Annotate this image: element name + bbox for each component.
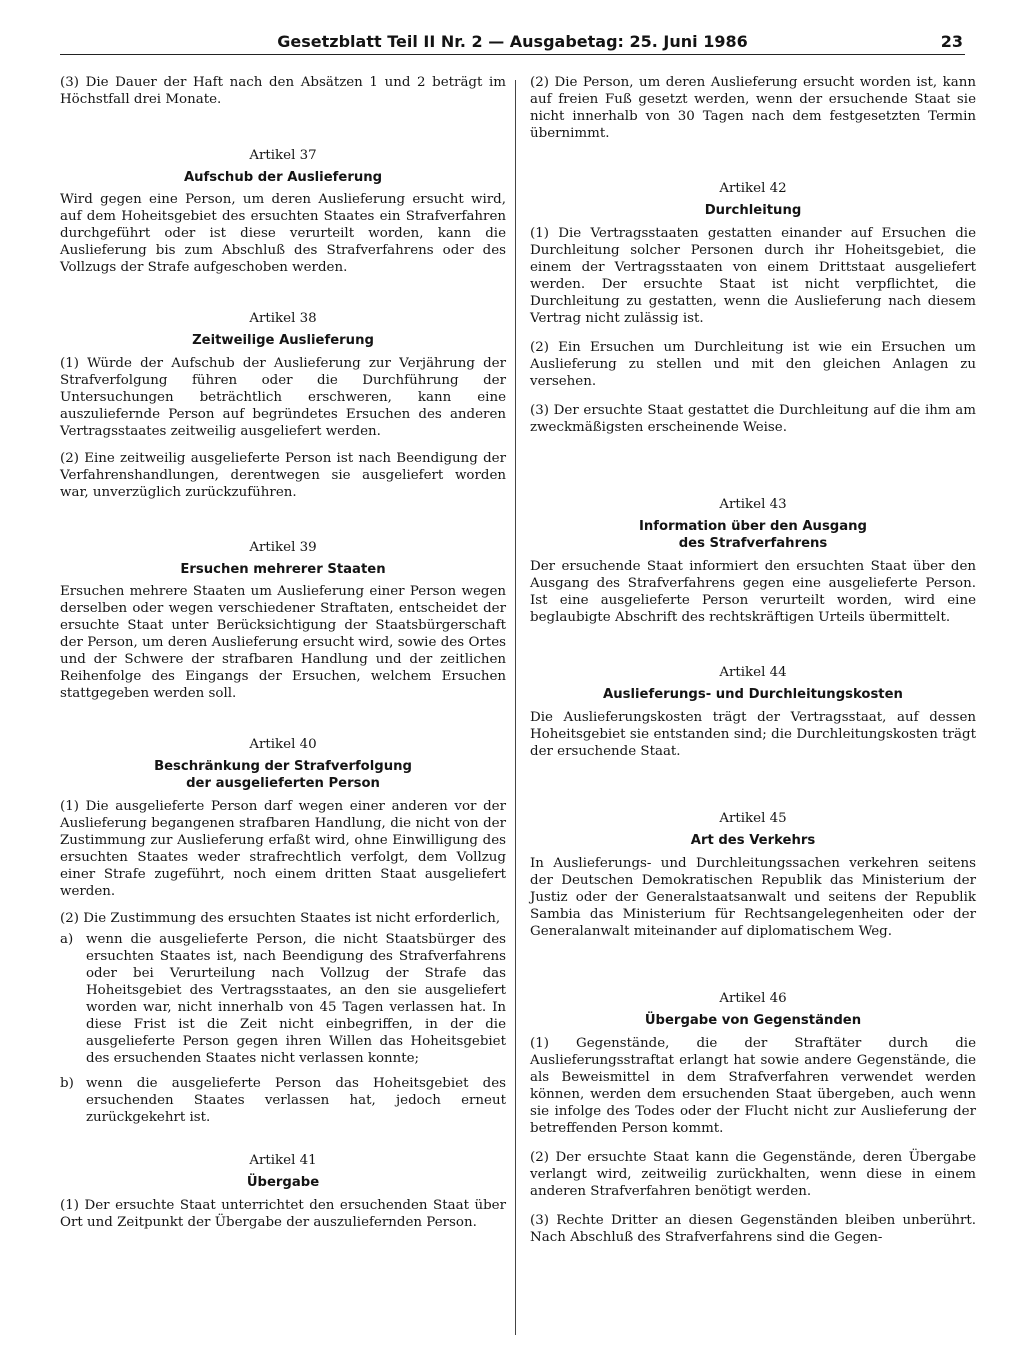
list-text: wenn die ausgelieferte Person, die nicht Staatsbürger des ersuchten Staates ist, nach Beendigung des Strafverfahrens oder bei Verurteilung nach Vollzug der Strafe das Hoheitsgebiet des Vertragsstaates, an den sie ausgeliefert worden war, nicht innerhalb von 45 Tagen verlassen hat. In diese Frist ist die Zeit nicht einbegriffen, in der die ausgelieferte Person gegen ihren Willen das Hoheitsgebiet des ersuchenden Staates nicht verlassen konnte;	[86, 932, 506, 1066]
article-label: Artikel 43	[719, 497, 787, 512]
article-label: Artikel 45	[719, 811, 787, 826]
paragraph: Der ersuchende Staat informiert den ersuchten Staat über den Ausgang des Strafverfahrens gegen eine ausgelieferte Person. Ist eine ausgelieferte Person verurteilt worden, wird eine beglaubigte Abschrift des rechtskräftigen Urteils übermittelt.	[530, 559, 976, 625]
list-marker: b)	[60, 1076, 74, 1091]
paragraph: In Auslieferungs- und Durchleitungssachen verkehren seitens der Deutschen Demokratischen Republik das Ministerium der Justiz oder der Generalstaatsanwalt und seitens der Republik Sambia das Ministerium für Rechtsangelegenheiten oder der Generalanwalt miteinander auf diplomatischem Weg.	[530, 856, 976, 939]
article-title: Übergabe	[246, 1175, 320, 1190]
article-label: Artikel 40	[249, 737, 317, 752]
article-label: Artikel 39	[249, 540, 317, 555]
column-divider	[515, 80, 516, 1335]
paragraph: (2) Der ersuchte Staat kann die Gegenstände, deren Übergabe verlangt wird, zeitweilig zurückhalten, wenn diese in einem anderen Strafverfahren benötigt werden.	[530, 1150, 976, 1199]
list-text: wenn die ausgelieferte Person das Hoheitsgebiet des ersuchenden Staates verlassen hat, jedoch erneut zurückgekehrt ist.	[86, 1076, 506, 1125]
paragraph: Wird gegen eine Person, um deren Auslieferung ersucht wird, auf dem Hoheitsgebiet des ersuchten Staates ein Strafverfahren durchgeführt oder ist diese verurteilt worden, kann die Auslieferung bis zum Abschluß des Strafverfahrens oder des Vollzugs der Strafe aufgeschoben werden.	[60, 192, 506, 275]
header-title: Gesetzblatt Teil II Nr. 2 — Ausgabetag: 25. Juni 1986	[277, 32, 748, 51]
paragraph: (2) Ein Ersuchen um Durchleitung ist wie ein Ersuchen um Auslieferung zu stellen und mit den gleichen Anlagen zu versehen.	[530, 340, 976, 389]
paragraph: (2) Eine zeitweilig ausgelieferte Person ist nach Beendigung der Verfahrenshandlungen, derentwegen sie ausgeliefert worden war, unverzüglich zurückzuführen.	[60, 451, 506, 500]
article-label: Artikel 41	[249, 1153, 317, 1168]
paragraph: (1) Würde der Aufschub der Auslieferung zur Verjährung der Strafverfolgung führen oder die Durchführung der Untersuchungen beträchtlich erschweren, kann eine auszuliefernde Person auf begründetes Ersuchen des anderen Vertragsstaates zeitweilig ausgeliefert werden.	[60, 356, 506, 439]
paragraph: (1) Die Vertragsstaaten gestatten einander auf Ersuchen die Durchleitung solcher Personen durch ihr Hoheitsgebiet, die einem der Vertragsstaaten von einem Drittstaat ausgeliefert werden. Der ersuchte Staat ist nicht verpflichtet, die Durchleitung zu gestatten, wenn die Auslieferung nach diesem Vertrag nicht zulässig ist.	[530, 226, 976, 326]
paragraph: (3) Die Dauer der Haft nach den Absätzen 1 und 2 beträgt im Höchstfall drei Monate.	[60, 75, 506, 107]
page-header	[60, 30, 965, 55]
paragraph: (1) Der ersuchte Staat unterrichtet den ersuchenden Staat über Ort und Zeitpunkt der Übergabe der auszuliefernden Person.	[60, 1198, 506, 1230]
list-marker: a)	[60, 932, 74, 947]
paragraph: (2) Die Person, um deren Auslieferung ersucht worden ist, kann auf freien Fuß gesetzt werden, wenn der ersuchende Staat sie nicht innerhalb von 30 Tagen nach dem festgesetzten Termin übernimmt.	[530, 75, 976, 141]
article-title: Zeitweilige Auslieferung	[192, 333, 374, 348]
article-title: Durchleitung	[704, 203, 802, 218]
list-item	[60, 1075, 506, 1126]
article-title: Aufschub der Auslieferung	[183, 170, 383, 185]
paragraph: (2) Die Zustimmung des ersuchten Staates ist nicht erforderlich,	[60, 911, 501, 926]
page-number: 23	[940, 32, 963, 51]
article-label: Artikel 37	[249, 148, 317, 163]
paragraph: Die Auslieferungskosten trägt der Vertragsstaat, auf dessen Hoheitsgebiet sie entstanden sind; die Durchleitungskosten trägt der ersuchende Staat.	[530, 710, 976, 759]
article-title: Auslieferungs- und Durchleitungskosten	[603, 687, 903, 702]
article-label: Artikel 46	[719, 991, 787, 1006]
paragraph: (1) Die ausgelieferte Person darf wegen einer anderen vor der Auslieferung begangenen strafbaren Handlung, die nicht von der Zustimmung zur Auslieferung erfaßt wird, ohne Einwilligung des ersuchten Staates weder strafrechtlich verfolgt, dem Vollzug einer Strafe zugeführt, noch einem dritten Staat ausgeliefert werden.	[60, 799, 506, 899]
article-title: Beschränkung der Strafverfolgung	[154, 759, 412, 774]
paragraph: (3) Der ersuchte Staat gestattet die Durchleitung auf die ihm am zweckmäßigsten erscheinende Weise.	[530, 403, 976, 435]
right-column	[530, 74, 976, 1246]
paragraph: (1) Gegenstände, die der Straftäter durch die Auslieferungsstraftat erlangt hat sowie andere Gegenstände, die als Beweismittel in dem Strafverfahren verwendet werden können, werden dem ersuchenden Staat übergeben, auch wenn sie infolge des Todes oder der Flucht nicht zur Auslieferung der betreffenden Person kommt.	[530, 1036, 976, 1136]
article-title: Ersuchen mehrerer Staaten	[180, 562, 386, 577]
article-title: Information über den Ausgang	[639, 519, 867, 534]
article-label: Artikel 38	[249, 311, 317, 326]
article-title: Übergabe von Gegenständen	[644, 1013, 862, 1028]
paragraph: (3) Rechte Dritter an diesen Gegenständen bleiben unberührt. Nach Abschluß des Strafverfahrens sind die Gegen-	[530, 1213, 976, 1245]
article-title: des Strafverfahrens	[678, 536, 828, 551]
paragraph: Ersuchen mehrere Staaten um Auslieferung einer Person wegen derselben oder wegen verschiedener Straftaten, entscheidet der ersuchte Staat unter Berücksichtigung der Staatsbürgerschaft der Person, um deren Auslieferung ersucht wird, sowie des Ortes und der Schwere der strafbaren Handlung und der zeitlichen Reihenfolge des Eingangs der Ersuchen, welchem Ersuchen stattgegeben werden soll.	[60, 584, 506, 701]
article-label: Artikel 44	[719, 665, 787, 680]
list-item	[60, 931, 506, 1067]
article-label: Artikel 42	[719, 181, 787, 196]
article-title: der ausgelieferten Person	[186, 776, 380, 791]
left-column	[60, 74, 506, 1231]
article-title: Art des Verkehrs	[690, 833, 816, 848]
